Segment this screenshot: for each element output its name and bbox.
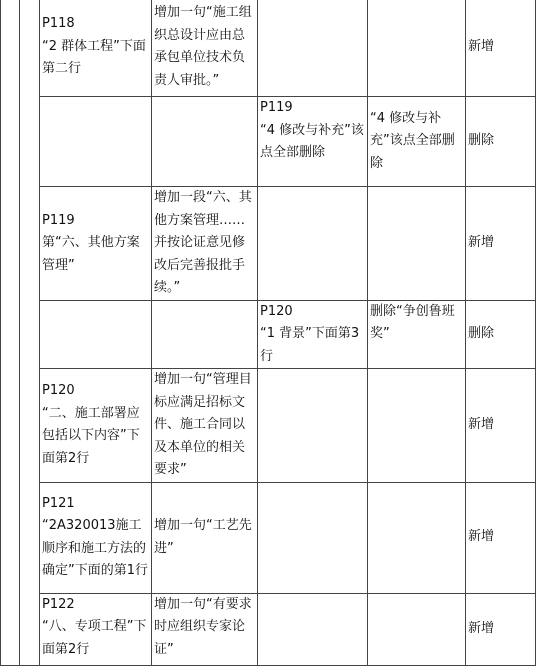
- table-row: [1, 300, 536, 369]
- orig-content-cell: [368, 593, 466, 665]
- table-row: [1, 593, 536, 665]
- location-page: P118: [42, 16, 75, 32]
- orig-content-cell: [368, 369, 466, 483]
- merged-blank-cell: [20, 0, 40, 665]
- location-cell: [40, 0, 152, 97]
- location-cell: [40, 187, 152, 301]
- orig-location-cell: [258, 369, 368, 483]
- orig-location-cell: [258, 97, 368, 187]
- table-row: [1, 482, 536, 593]
- orig-location-cell: [258, 300, 368, 369]
- new-content-cell: [152, 97, 258, 187]
- location-cell: [40, 482, 152, 593]
- location-page: P120: [42, 383, 75, 399]
- change-type-cell: 删除: [466, 300, 536, 369]
- table-row: [1, 0, 536, 97]
- merged-blank-cell: [1, 0, 20, 665]
- orig-content-cell: [368, 482, 466, 593]
- table-row: [1, 187, 536, 301]
- orig-location-text: “1 背景”下面第3行: [260, 326, 360, 364]
- change-type-cell: 新增: [466, 187, 536, 301]
- new-content-cell: 增加一句“工艺先进”: [152, 482, 258, 593]
- change-type-cell: 新增: [466, 482, 536, 593]
- new-content-cell: [152, 300, 258, 369]
- orig-content-cell: 删除“争创鲁班奖”: [368, 300, 466, 369]
- orig-content-cell: [368, 0, 466, 97]
- location-text: “八、专项工程”下面第2行: [42, 619, 147, 657]
- new-content-cell: 增加一段“六、其他方案管理……并按论证意见修改后完善报批手续。”: [152, 187, 258, 301]
- orig-location-text: “4 修改与补充”该点全部删除: [260, 122, 364, 160]
- location-cell: [40, 97, 152, 187]
- location-text: “2 群体工程”下面第二行: [42, 38, 146, 77]
- change-type-cell: 删除: [466, 97, 536, 187]
- location-text: “二、施工部署应包括以下内容”下面第2行: [42, 405, 140, 466]
- new-content-cell: 增加一句“施工组织总设计应由总承包单位技术负责人审批。”: [152, 0, 258, 97]
- change-type-cell: 新增: [466, 593, 536, 665]
- orig-location-cell: [258, 482, 368, 593]
- change-type-cell: 新增: [466, 369, 536, 483]
- new-content-cell: 增加一句“管理目标应满足招标文件、施工合同以及本单位的相关要求”: [152, 369, 258, 483]
- orig-location-page: P120: [260, 303, 293, 319]
- orig-location-cell: [258, 0, 368, 97]
- orig-location-cell: [258, 187, 368, 301]
- orig-content-cell: [368, 187, 466, 301]
- change-type-cell: 新增: [466, 0, 536, 97]
- location-text: 第“六、其他方案管理”: [42, 235, 140, 273]
- table-row: [1, 97, 536, 187]
- location-cell: [40, 593, 152, 665]
- location-page: P121: [42, 495, 75, 511]
- orig-location-page: P119: [260, 100, 293, 115]
- location-cell: [40, 300, 152, 369]
- location-text: “2A320013施工顺序和施工方法的确定”下面的第1行: [42, 518, 149, 578]
- location-page: P119: [42, 212, 75, 228]
- new-content-cell: 增加一句“有要求时应组织专家论证”: [152, 593, 258, 665]
- orig-location-cell: [258, 593, 368, 665]
- location-cell: [40, 369, 152, 483]
- orig-content-cell: “4 修改与补充”该点全部删除: [368, 97, 466, 187]
- location-page: P122: [42, 596, 75, 612]
- table-row: [1, 369, 536, 483]
